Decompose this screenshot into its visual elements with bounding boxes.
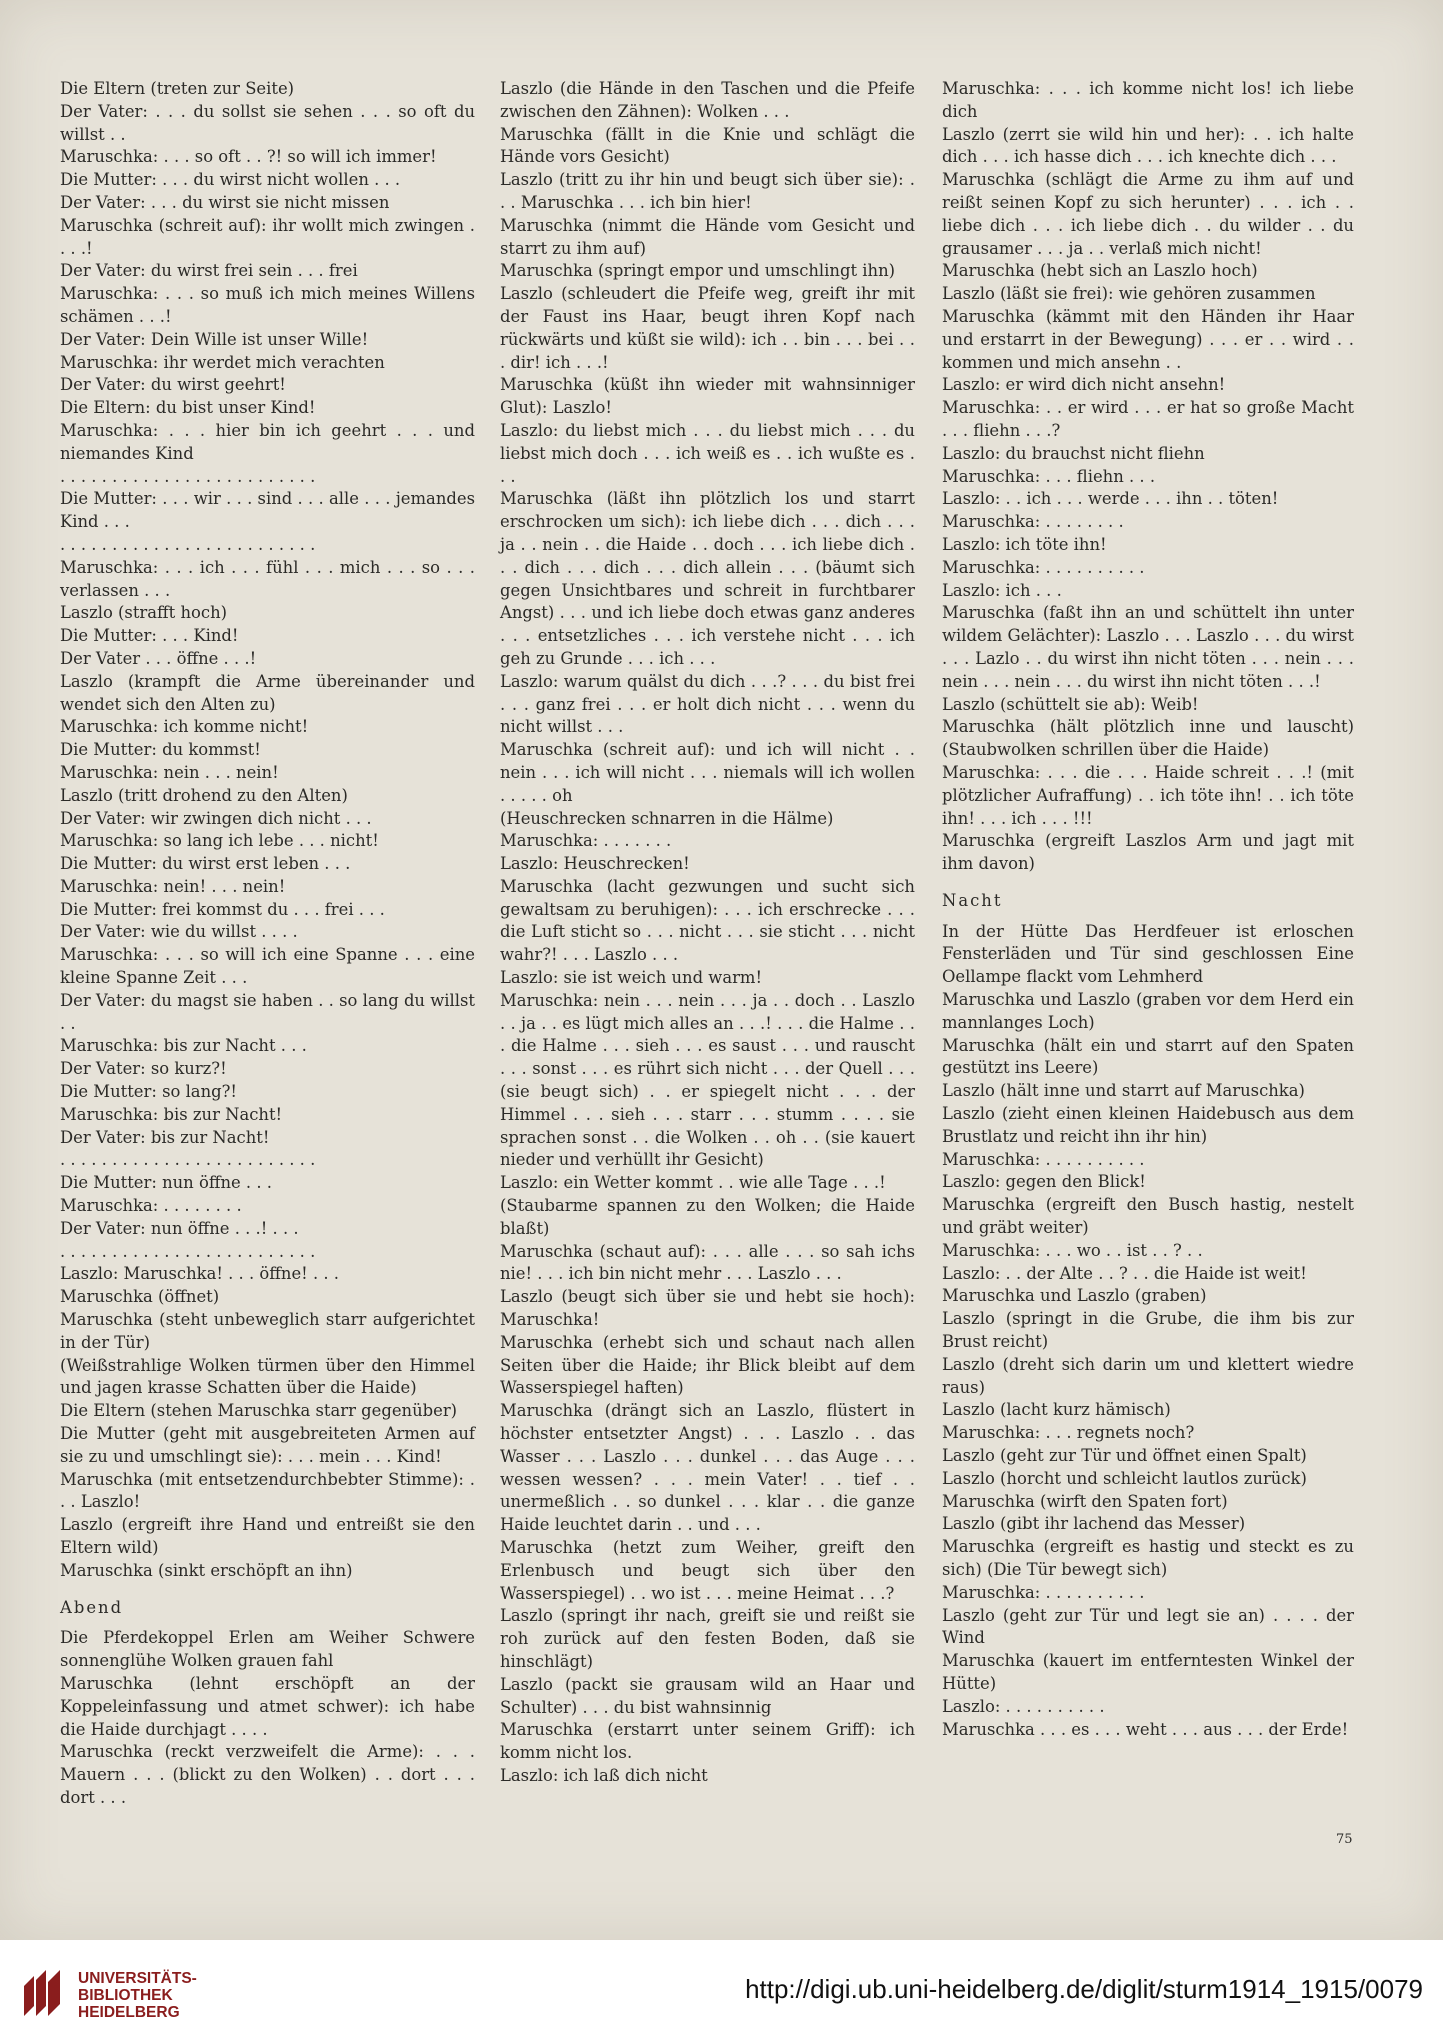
script-line: Maruschka (faßt ihn an und schüttelt ihn unter wildem Gelächter): Laszlo . . . Laszlo . . . du wirst . . . Lazlo . . du wirst ihn nicht töten . . . nein . . . nein . . . nein . . . du wirst ihn nicht töten . . .!	[942, 603, 1354, 691]
script-line: Maruschka (schaut auf): . . . alle . . . so sah ichs nie! . . . ich bin nicht mehr . . . Laszlo . . .	[500, 1241, 915, 1284]
script-line: Maruschka (hält ein und starrt auf den Spaten gestützt ins Leere)	[942, 1035, 1354, 1078]
text-column-3	[942, 78, 1354, 1741]
script-line: Maruschka und Laszlo (graben vor dem Herd ein mannlanges Loch)	[942, 990, 1354, 1032]
script-line: Die Mutter: so lang?!	[60, 1082, 237, 1102]
script-line: Maruschka: . . . . . . . .	[60, 1196, 242, 1216]
script-line: Laszlo (packt sie grausam wild an Haar und Schulter) . . . du bist wahnsinnig	[500, 1674, 915, 1717]
script-line: Maruschka (kauert im entferntesten Winkel der Hütte)	[942, 1651, 1354, 1693]
script-line: Laszlo: ein Wetter kommt . . wie alle Tage . . .!	[500, 1173, 886, 1193]
script-line: Maruschka (schlägt die Arme zu ihm auf und reißt seinen Kopf zu sich herunter) . . . ich . . liebe dich . . . ich liebe dich . . du wilder . . du grausamer . . . ja . . verlaß mich nicht!	[942, 170, 1354, 258]
script-line: Maruschka (wirft den Spaten fort)	[942, 1491, 1228, 1511]
script-line: Maruschka: . . . . . . . . . .	[942, 557, 1145, 577]
script-line: Laszlo: warum quälst du dich . . .? . . . du bist frei . . . ganz frei . . . er holt dich nicht . . . wenn du nicht willst . . .	[500, 671, 915, 737]
script-line: Laszlo (lacht kurz hämisch)	[942, 1400, 1171, 1420]
script-line: Die Mutter (geht mit ausgebreiteten Armen auf sie zu und umschlingt sie): . . . mein . . . Kind!	[60, 1424, 475, 1466]
script-line: Laszlo (springt ihr nach, greift sie und reißt sie roh zurück auf den festen Boden, daß sie hinschlägt)	[500, 1606, 915, 1671]
script-line: Laszlo (beugt sich über sie und hebt sie hoch): Maruschka!	[500, 1287, 915, 1330]
script-line: Maruschka (ergreift den Busch hastig, nestelt und gräbt weiter)	[942, 1195, 1354, 1238]
script-line: Der Vater . . . öffne . . .!	[60, 648, 257, 668]
script-line: Die Eltern (stehen Maruschka starr gegenüber)	[60, 1401, 458, 1421]
footer-bar	[0, 1940, 1443, 2044]
script-line: Laszlo: ich . . .	[942, 580, 1062, 600]
script-line: Maruschka (springt empor und umschlingt ihn)	[500, 261, 896, 281]
script-line: Maruschka: nein! . . . nein!	[60, 876, 286, 896]
script-line: . . . . . . . . . . . . . . . . . . . . . . . . .	[60, 1241, 316, 1261]
section-heading: Abend	[60, 1597, 124, 1617]
script-line: Laszlo (krampft die Arme übereinander und wendet sich den Alten zu)	[60, 671, 475, 714]
script-line: Maruschka: nein . . . nein . . . ja . . doch . . Laszlo . . ja . . es lügt mich alles an . . .! . . . die Halme . . . die Halme . . . sieh . . . es saust . . . und rauscht . . . sonst . . . es rührt sich nicht . . . der Quell . . . (sie beugt sich) . . er spiegelt nicht . . . der Himmel . . . sieh . . . starr . . . stumm . . . . sie sprachen sonst . . die Wolken . . oh . . (sie kauert nieder und verhüllt ihr Gesicht)	[500, 990, 915, 1170]
script-line: . . . . . . . . . . . . . . . . . . . . . . . . .	[60, 466, 316, 486]
script-line: Laszlo (springt in die Grube, die ihm bis zur Brust reicht)	[942, 1309, 1354, 1352]
script-line: Laszlo: du liebst mich . . . du liebst mich . . . du liebst mich doch . . . ich weiß es . . ich wußte es . . .	[500, 420, 915, 486]
script-line: . . . . . . . . . . . . . . . . . . . . . . . . .	[60, 534, 316, 554]
script-line: Der Vater: du wirst geehrt!	[60, 375, 286, 395]
script-line: Laszlo: ich laß dich nicht	[500, 1765, 708, 1785]
script-line: Laszlo: du brauchst nicht fliehn	[942, 443, 1205, 463]
script-line: Maruschka: . . . wo . . ist . . ? . .	[942, 1240, 1203, 1260]
script-line: Maruschka (öffnet)	[60, 1287, 220, 1307]
script-line: Laszlo: . . der Alte . . ? . . die Haide ist weit!	[942, 1263, 1307, 1283]
script-line: Der Vater: Dein Wille ist unser Wille!	[60, 329, 369, 349]
script-line: Maruschka und Laszlo (graben)	[942, 1286, 1207, 1306]
library-logo-icon[interactable]	[20, 1964, 66, 2020]
script-line: Der Vater: bis zur Nacht!	[60, 1127, 270, 1147]
script-line: Laszlo: Heuschrecken!	[500, 854, 690, 874]
script-line: Maruschka: . . . . . . . . . .	[942, 1582, 1145, 1602]
script-line: Laszlo: er wird dich nicht ansehn!	[942, 375, 1226, 395]
script-line: Der Vater: du magst sie haben . . so lang du willst . .	[60, 990, 475, 1033]
script-line: Maruschka (drängt sich an Laszlo, flüstert in höchster entsetzter Angst) . . . Laszlo . . das Wasser . . . Laszlo . . . dunkel . . . das Auge . . . wessen wessen? . . . mein Vater! . . tief . . unermeßlich . . so dunkel . . . klar . . die ganze Haide leuchtet darin . . und . . .	[500, 1401, 915, 1535]
script-line: Die Mutter: nun öffne . . .	[60, 1173, 272, 1193]
script-line: Maruschka: . . . . . . .	[500, 831, 672, 851]
script-line: Maruschka (lacht gezwungen und sucht sich gewaltsam zu beruhigen): . . . ich erschrecke . . . die Luft sticht so . . . nicht . . . sie sticht . . . nicht wahr?! . . . Laszlo . . .	[500, 876, 915, 965]
script-line: Maruschka: . . . so will ich eine Spanne . . . eine kleine Spanne Zeit . . .	[60, 945, 475, 988]
script-line: Laszlo (die Hände in den Taschen und die Pfeife zwischen den Zähnen): Wolken . . .	[500, 79, 915, 121]
script-line: Maruschka (erhebt sich und schaut nach allen Seiten über die Haide; ihr Blick bleibt auf dem Wasserspiegel haften)	[500, 1332, 915, 1398]
script-line: Die Eltern (treten zur Seite)	[60, 79, 295, 98]
text-column-2	[500, 78, 915, 1788]
script-line: Maruschka: . . . so oft . . ?! so will ich immer!	[60, 147, 437, 167]
logo-line-3: HEIDELBERG	[78, 2004, 180, 2021]
script-line: Laszlo (gibt ihr lachend das Messer)	[942, 1514, 1246, 1534]
script-line: Laszlo (zerrt sie wild hin und her): . . ich halte dich . . . ich hasse dich . . . ich knechte dich . . .	[942, 124, 1354, 167]
page-number: 75	[1336, 1832, 1353, 1847]
script-line: Die Mutter: . . . wir . . . sind . . . alle . . . jemandes Kind . . .	[60, 489, 475, 532]
logo-line-2: BIBLIOTHEK	[78, 1987, 173, 2004]
script-line: Maruschka (nimmt die Hände vom Gesicht und starrt zu ihm auf)	[500, 215, 915, 258]
script-line: Maruschka (schreit auf): und ich will nicht . . nein . . . ich will nicht . . . niemals will ich wollen . . . . . oh	[500, 740, 915, 805]
script-line: Maruschka: . . er wird . . . er hat so große Macht . . . fliehn . . .?	[942, 398, 1354, 440]
script-line: Maruschka: nein . . . nein!	[60, 762, 279, 782]
source-url-link[interactable]: http://digi.ub.uni-heidelberg.de/diglit/sturm1914_1915/0079	[745, 1974, 1423, 2004]
script-line: Die Mutter: frei kommst du . . . frei . . .	[60, 899, 385, 919]
script-line: Maruschka: . . . fliehn . . .	[942, 466, 1156, 486]
script-line: Laszlo (schüttelt sie ab): Weib!	[942, 694, 1199, 714]
script-line: Laszlo (ergreift ihre Hand und entreißt sie den Eltern wild)	[60, 1515, 475, 1557]
script-line: Maruschka: bis zur Nacht!	[60, 1104, 283, 1124]
script-line: Laszlo: . . ich . . . werde . . . ihn . . töten!	[942, 489, 1279, 509]
script-line: Maruschka (hält plötzlich inne und lauscht) (Staubwolken schrillen über die Haide)	[942, 717, 1354, 760]
script-line: Laszlo (schleudert die Pfeife weg, greift ihr mit der Faust ins Haar, beugt ihren Kopf nach rückwärts und küßt sie wild): ich . . bin . . . bei . . . dir! ich . . .!	[500, 284, 915, 372]
script-line: Maruschka (schreit auf): ihr wollt mich zwingen . . . .!	[60, 215, 475, 258]
library-logo-text[interactable]	[78, 1970, 197, 2021]
script-line: Maruschka: . . . ich komme nicht los! ich liebe dich	[942, 79, 1354, 121]
script-line: In der Hütte Das Herdfeuer ist erloschen Fensterläden und Tür sind geschlossen Eine Oellampe flackt vom Lehmherd	[942, 921, 1354, 987]
script-line: Maruschka: ihr werdet mich verachten	[60, 352, 385, 372]
script-line: Laszlo (läßt sie frei): wie gehören zusammen	[942, 284, 1316, 304]
script-line: Laszlo: ich töte ihn!	[942, 534, 1107, 554]
script-line: Maruschka: . . . die . . . Haide schreit . . .! (mit plötzlicher Aufraffung) . . ich töte ihn! . . ich töte ihn! . . . ich . . . !!!	[942, 762, 1354, 828]
script-line: Maruschka (erstarrt unter seinem Griff): ich komm nicht los.	[500, 1720, 915, 1763]
script-line: Maruschka: . . . ich . . . fühl . . . mich . . . so . . . verlassen . . .	[60, 557, 475, 600]
script-line: Maruschka (läßt ihn plötzlich los und starrt erschrocken um sich): ich liebe dich . . . dich . . . ja . . nein . . die Haide . . doch . . . ich liebe dich . . . dich . . . dich . . . dich allein . . . (bäumt sich gegen Unsichtbares und schreit in furchtbarer Angst) . . . und ich liebe doch etwas ganz anderes . . . entsetzliches . . . ich verstehe nicht . . . ich geh zu Grunde . . . ich . . .	[500, 489, 915, 668]
script-line: Laszlo (dreht sich darin um und klettert wiedre raus)	[942, 1354, 1354, 1397]
script-line: Der Vater: nun öffne . . .! . . .	[60, 1218, 299, 1238]
script-line: Maruschka (ergreift es hastig und steckt es zu sich) (Die Tür bewegt sich)	[942, 1537, 1354, 1579]
script-line: Die Eltern: du bist unser Kind!	[60, 398, 316, 418]
script-line: Die Mutter: du kommst!	[60, 740, 261, 760]
script-line: Laszlo: sie ist weich und warm!	[500, 968, 763, 988]
script-line: Laszlo (horcht und schleicht lautlos zurück)	[942, 1468, 1307, 1488]
script-line: Maruschka (lehnt erschöpft an der Koppeleinfassung und atmet schwer): ich habe die Haide durchjagt . . . .	[60, 1673, 475, 1739]
script-line: Laszlo (tritt zu ihr hin und beugt sich über sie): . . . Maruschka . . . ich bin hier!	[500, 170, 915, 212]
script-line: Maruschka: so lang ich lebe . . . nicht!	[60, 831, 379, 851]
script-line: Der Vater: so kurz?!	[60, 1059, 227, 1079]
script-line: Laszlo (geht zur Tür und legt sie an) . . . . der Wind	[942, 1605, 1354, 1648]
script-line: Die Pferdekoppel Erlen am Weiher Schwere sonnenglühe Wolken grauen fahl	[60, 1628, 475, 1671]
script-line: Laszlo: . . . . . . . . . .	[942, 1696, 1105, 1716]
script-line: Die Mutter: . . . du wirst nicht wollen . . .	[60, 170, 401, 190]
script-line: Der Vater: du wirst frei sein . . . frei	[60, 261, 358, 281]
script-line: Laszlo (geht zur Tür und öffnet einen Spalt)	[942, 1446, 1307, 1466]
script-line: Die Mutter: du wirst erst leben . . .	[60, 854, 351, 874]
script-line: Maruschka: . . . . . . . .	[942, 512, 1124, 532]
script-line: Der Vater: . . . du sollst sie sehen . . . so oft du willst . .	[60, 101, 475, 144]
script-line: Maruschka: ich komme nicht!	[60, 717, 309, 737]
script-line: Maruschka . . . es . . . weht . . . aus . . . der Erde!	[942, 1719, 1349, 1739]
script-line: Der Vater: wie du willst . . . .	[60, 922, 298, 942]
script-line: Maruschka: . . . regnets noch?	[942, 1423, 1195, 1443]
logo-line-1: UNIVERSITÄTS-	[78, 1970, 197, 1987]
script-line: Laszlo: Maruschka! . . . öffne! . . .	[60, 1264, 340, 1284]
script-line: Laszlo (strafft hoch)	[60, 603, 228, 623]
script-line: Maruschka (reckt verzweifelt die Arme): . . . Mauern . . . (blickt zu den Wolken) . . dort . . . dort . . .	[60, 1742, 475, 1807]
script-line: Maruschka (kämmt mit den Händen ihr Haar und erstarrt in der Bewegung) . . . er . . wird . . kommen und mich ansehn . .	[942, 306, 1354, 372]
script-line: Maruschka: bis zur Nacht . . .	[60, 1036, 307, 1056]
script-line: Maruschka (steht unbeweglich starr aufgerichtet in der Tür)	[60, 1310, 475, 1352]
script-line: (Weißstrahlige Wolken türmen über den Himmel und jagen krasse Schatten über die Haide)	[60, 1355, 475, 1398]
script-line: Maruschka (fällt in die Knie und schlägt die Hände vors Gesicht)	[500, 124, 915, 167]
script-line: Laszlo (zieht einen kleinen Haidebusch aus dem Brustlatz und reicht ihn ihr hin)	[942, 1104, 1354, 1146]
script-line: Maruschka (mit entsetzendurchbebter Stimme): . . . Laszlo!	[60, 1469, 475, 1512]
script-line: Die Mutter: . . . Kind!	[60, 626, 239, 646]
script-line: (Staubarme spannen zu den Wolken; die Haide blaßt)	[500, 1196, 915, 1238]
script-line: Der Vater: wir zwingen dich nicht . . .	[60, 808, 372, 828]
script-line: Maruschka (küßt ihn wieder mit wahnsinniger Glut): Laszlo!	[500, 375, 915, 418]
section-heading: Nacht	[942, 890, 1003, 910]
script-line: (Heuschrecken schnarren in die Hälme)	[500, 808, 834, 828]
script-line: Laszlo: gegen den Blick!	[942, 1172, 1146, 1192]
script-line: Der Vater: . . . du wirst sie nicht missen	[60, 192, 390, 212]
script-line: Maruschka (hetzt zum Weiher, greift den Erlenbusch und beugt sich über den Wasserspiegel) . . wo ist . . . meine Heimat . . .?	[500, 1538, 915, 1603]
script-line: Maruschka: . . . so muß ich mich meines Willens schämen . . .!	[60, 284, 475, 326]
script-line: Maruschka (ergreift Laszlos Arm und jagt mit ihm davon)	[942, 831, 1354, 874]
script-line: Maruschka (sinkt erschöpft an ihn)	[60, 1560, 353, 1580]
script-line: Laszlo (tritt drohend zu den Alten)	[60, 785, 348, 805]
script-line: Laszlo (hält inne und starrt auf Maruschka)	[942, 1081, 1305, 1101]
script-line: Maruschka: . . . . . . . . . .	[942, 1149, 1145, 1169]
script-line: . . . . . . . . . . . . . . . . . . . . . . . . .	[60, 1150, 316, 1170]
script-line: Maruschka (hebt sich an Laszlo hoch)	[942, 261, 1258, 281]
text-column-1	[60, 78, 475, 1810]
script-line: Maruschka: . . . hier bin ich geehrt . . . und niemandes Kind	[60, 420, 475, 463]
